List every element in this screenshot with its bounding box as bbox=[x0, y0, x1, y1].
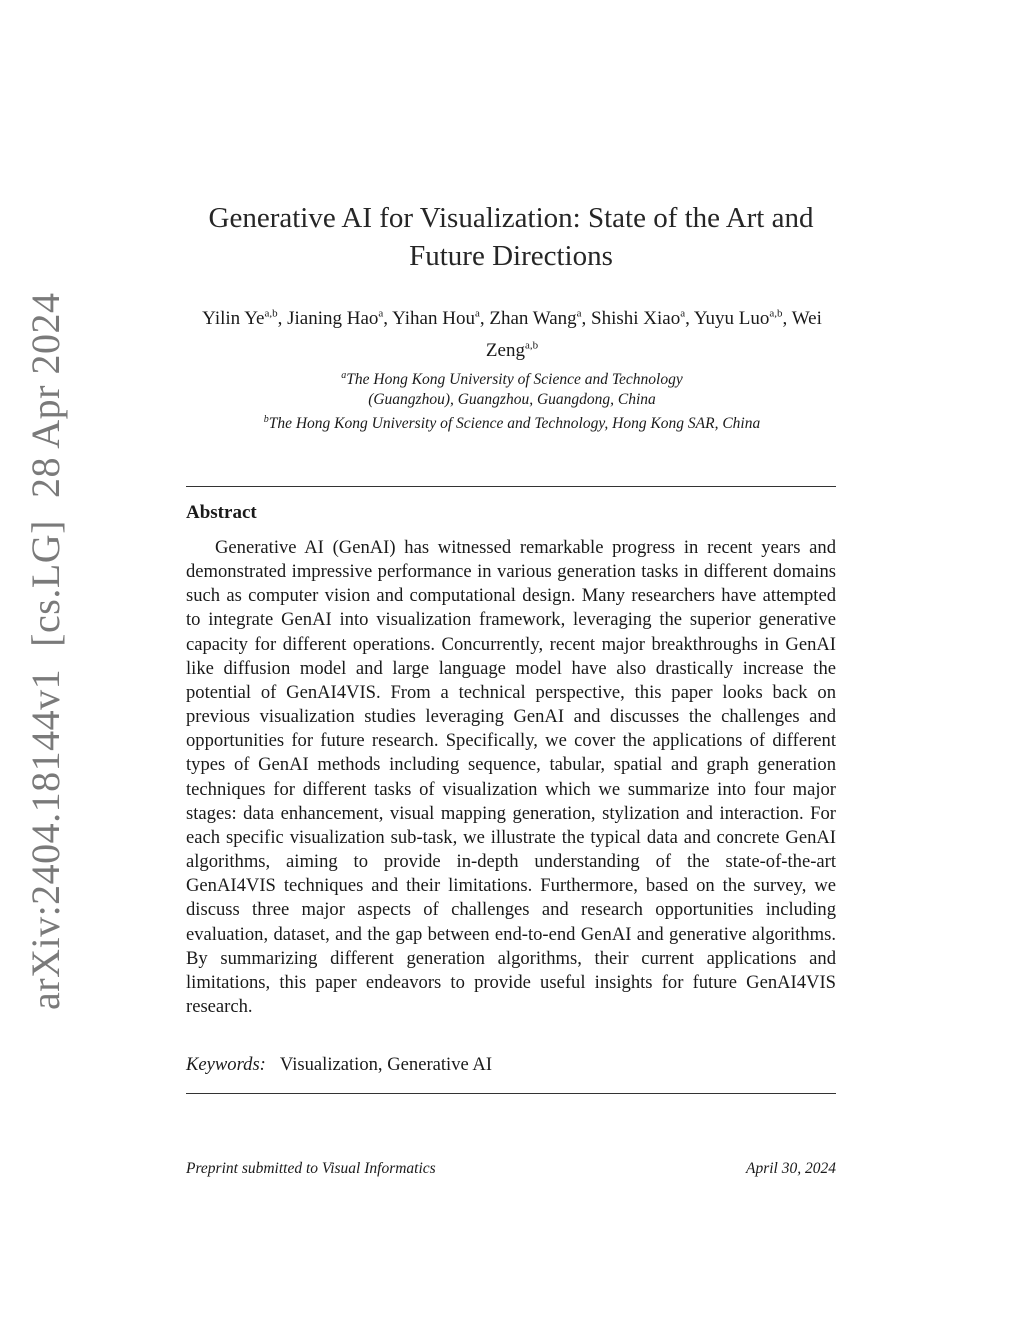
abstract-body: Generative AI (GenAI) has witnessed remarkable progress in recent years and demonstrated impressive performance in various generation tasks in different domains such as computer vision and computational design. Many researchers have attempted to integrate GenAI into visualization framework, leveraging the superior generative capacity for different operations. Concurrently, recent major breakthroughs in GenAI like diffusion model and large language model have also drastically increase the potential of GenAI4VIS. From a technical perspective, this paper looks back on previous visualization studies leveraging GenAI and discusses the challenges and opportunities for future research. Specifically, we cover the applications of different types of GenAI methods including sequence, tabular, spatial and graph generation techniques for different tasks of visualization which we summarize into four major stages: data enhancement, visual mapping generation, stylization and interaction. For each specific visualization sub-task, we illustrate the typical data and concrete GenAI algorithms, aiming to provide in-depth understanding of the state-of-the-art GenAI4VIS techniques and their limitations. Furthermore, based on the survey, we discuss three major aspects of challenges and research opportunities including evaluation, dataset, and the gap between end-to-end GenAI and generative algorithms. By summarizing different generation algorithms, their current applications and limitations, this paper endeavors to provide useful insights for future GenAI4VIS research. bbox=[186, 537, 836, 1017]
affiliation-b: $^b$The Hong Kong University of Science and Technology, Hong Kong SAR, China bbox=[263, 414, 761, 433]
abstract-bottom-rule bbox=[186, 1093, 836, 1094]
affiliations bbox=[186, 366, 838, 434]
affiliation-a: $^a$The Hong Kong University of Science and Technology bbox=[341, 370, 683, 389]
arxiv-category: [cs.LG] bbox=[23, 520, 68, 647]
arxiv-id[interactable]: arXiv:2404.18144v1 bbox=[23, 668, 68, 1010]
author: Yuyu Luo$^{a,b}$, bbox=[693, 308, 792, 330]
keywords-value: Visualization, Generative AI bbox=[279, 1054, 493, 1075]
footer-preprint-note: Preprint submitted to Visual Informatics bbox=[186, 1160, 436, 1177]
arxiv-side-stamp bbox=[22, 271, 69, 1010]
author: Yilin Ye$^{a,b}$, bbox=[202, 308, 288, 330]
author: Wei Zeng$^{a,b}$ bbox=[485, 308, 822, 361]
footer-date: April 30, 2024 bbox=[746, 1160, 836, 1177]
title-line-1: Generative AI for Visualization: State of the Art and bbox=[208, 202, 814, 234]
author-list bbox=[186, 301, 838, 364]
arxiv-date: 28 Apr 2024 bbox=[23, 292, 68, 499]
abstract-heading: Abstract bbox=[186, 502, 257, 523]
title-line-2: Future Directions bbox=[409, 240, 613, 272]
paper-title bbox=[150, 199, 872, 275]
keywords bbox=[186, 1054, 492, 1076]
author: Yihan Hou$^a$, bbox=[392, 308, 490, 330]
affiliation-a-cont: (Guangzhou), Guangzhou, Guangdong, China bbox=[368, 391, 656, 409]
author: Jianing Hao$^a$, bbox=[287, 308, 393, 330]
author: Zhan Wang$^a$, bbox=[489, 308, 592, 330]
author: Shishi Xiao$^a$, bbox=[591, 308, 694, 330]
abstract-top-rule bbox=[186, 486, 836, 487]
keywords-label: Keywords: bbox=[186, 1054, 266, 1075]
